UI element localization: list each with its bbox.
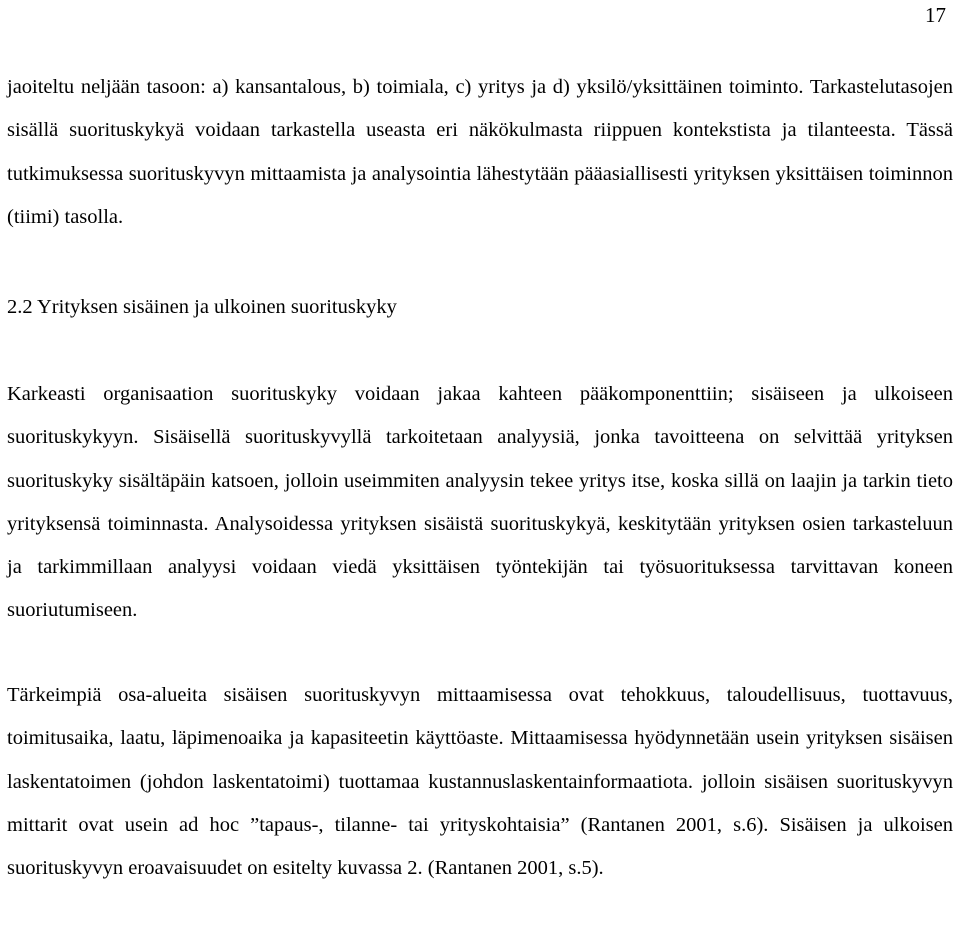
page-number: 17: [925, 3, 946, 27]
paragraph-internal-external: Karkeasti organisaation suorituskyky voidaan jakaa kahteen pääkomponenttiin; sisäiseen ja ulkoiseen suorituskykyyn. Sisäisellä suorituskyvyllä tarkoitetaan analyysiä, jonka tavoitteena on selvittää yrityksen suorituskyky sisältäpäin katsoen, jolloin useimmiten analyysin tekee yritys itse, koska sillä on laajin ja tarkin tieto yrityksensä toiminnasta. Analysoidessa yrityksen sisäistä suorituskykyä, keskitytään yrityksen osien tarkasteluun ja tarkimmillaan analyysi voidaan viedä yksittäisen työntekijän tai työsuorituksessa tarvittavan koneen suoriutumiseen.: [7, 383, 953, 622]
section-heading: 2.2 Yrityksen sisäinen ja ulkoinen suorituskyky: [7, 296, 397, 318]
paragraph-key-areas: Tärkeimpiä osa-alueita sisäisen suorituskyvyn mittaamisessa ovat tehokkuus, taloudellisuus, tuottavuus, toimitusaika, laatu, läpimenoaika ja kapasiteetin käyttöaste. Mittaamisessa hyödynnetään usein yrityksen sisäisen laskentatoimen (johdon laskentatoimi) tuottamaa kustannuslaskentainformaatiota. jolloin sisäisen suorituskyvyn mittarit ovat usein ad hoc ”tapaus-, tilanne- tai yrityskohtaisia” (Rantanen 2001, s.6). Sisäisen ja ulkoisen suorituskyvyn eroavaisuudet on esitelty kuvassa 2. (Rantanen 2001, s.5).: [7, 684, 953, 880]
paragraph-intro: jaoiteltu neljään tasoon: a) kansantalous, b) toimiala, c) yritys ja d) yksilö/yksittäinen toiminto. Tarkastelutasojen sisällä suorituskykyä voidaan tarkastella useasta eri näkökulmasta riippuen kontekstista ja tilanteesta. Tässä tutkimuksessa suorituskyvyn mittaamista ja analysointia lähestytään pääasiallisesti yrityksen yksittäisen toiminnon (tiimi) tasolla.: [7, 76, 953, 228]
